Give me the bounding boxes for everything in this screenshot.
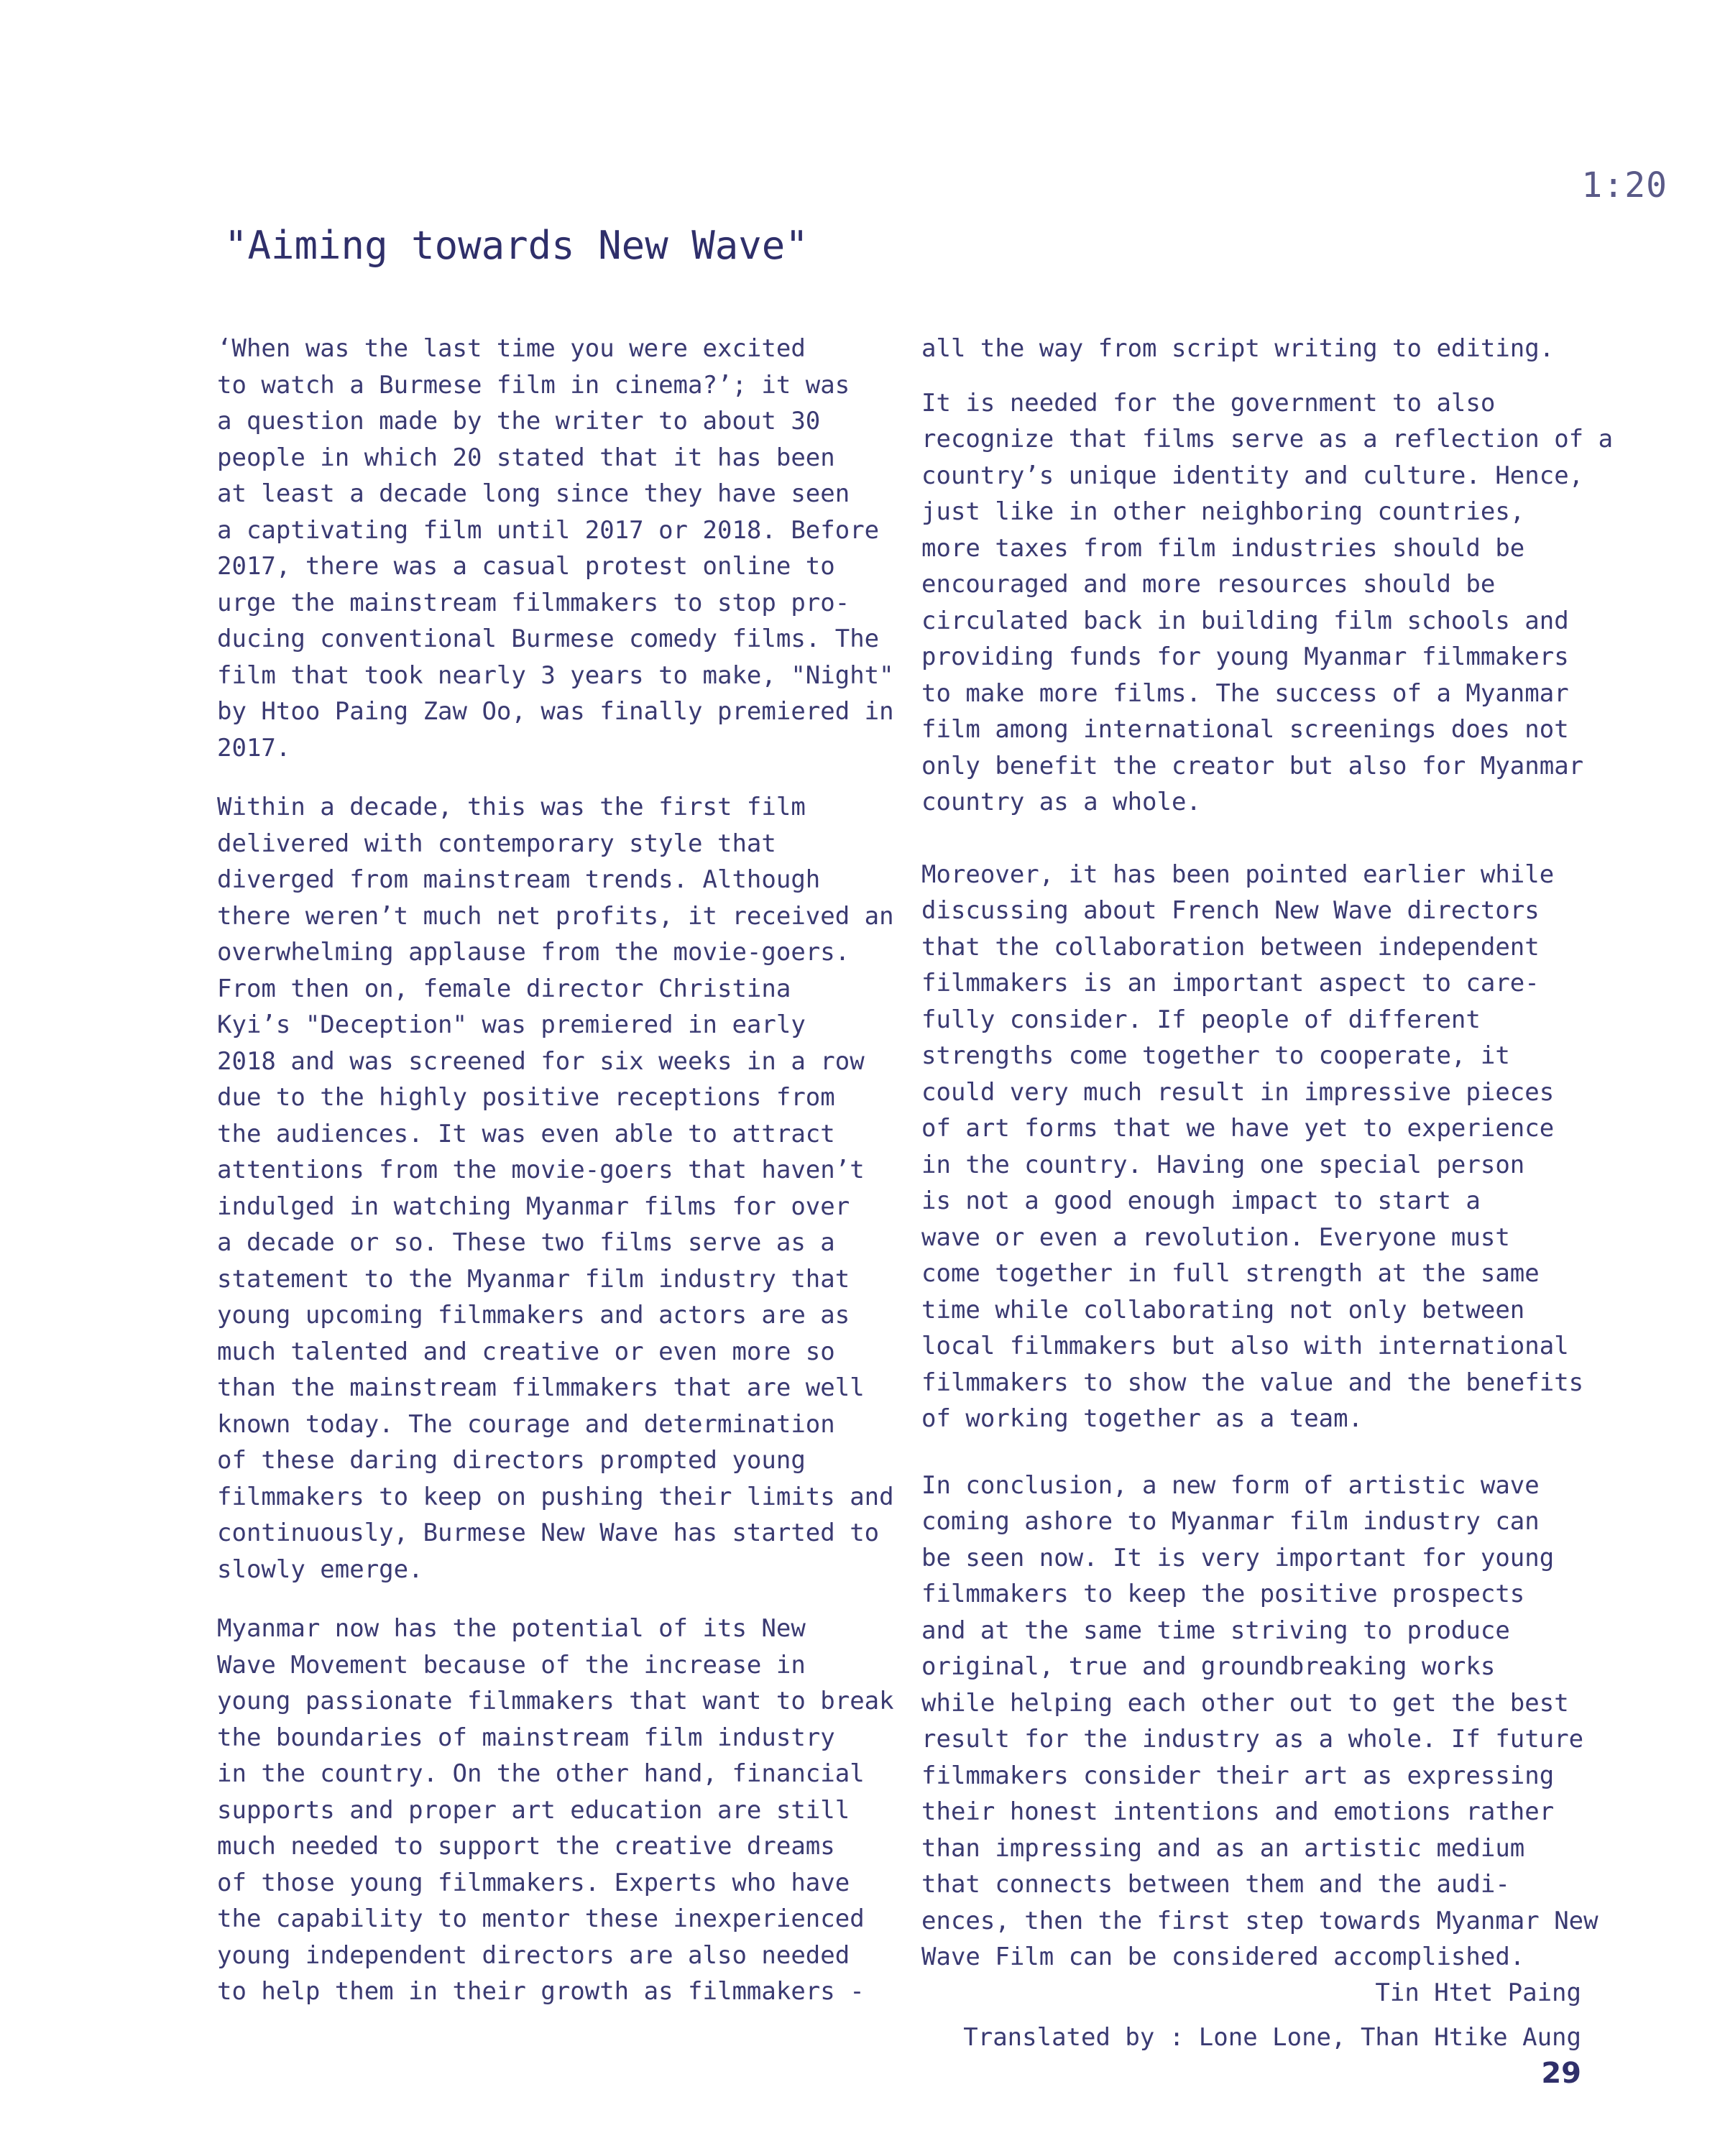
translator-credit: Translated by : Lone Lone, Than Htike Aung <box>963 2023 1581 2052</box>
paragraph: all the way from script writing to editing. <box>921 334 1555 363</box>
author-name: Tin Htet Paing <box>1375 1978 1581 2007</box>
right-column <box>921 331 1614 1976</box>
paragraph: In conclusion, a new form of artistic wave coming ashore to Myanmar film industry can be seen now. It is very important for young filmmakers to keep the positive prospects and at the same time striving to produce original, true and groundbreaking works while helping each other out to get the best result for the industry as a whole. If future filmmakers consider their art as expressing their honest intentions and emotions rather than impressing and as an artistic medium that connects between them and the audi- ences, then the first step towards Myanmar New Wave Film can be considered accomplished. <box>921 1470 1598 1971</box>
paragraph: Myanmar now has the potential of its New Wave Movement because of the increase in young passionate filmmakers that want to break the boundaries of mainstream film industry in the country. On the other hand, financial supports and proper art education are still much needed to support the creative dreams of those young filmmakers. Experts who have the capability to mentor these inexperienced young independent directors are also needed to help them in their growth as filmmakers - <box>217 1614 894 2006</box>
paragraph: Within a decade, this was the first film delivered with contemporary style that diverged from mainstream trends. Although there weren’t much net profits, it received an overwhelming applause from the movie-goers. From then on, female director Christina Kyi’s "Deception" was premiered in early 2018 and was screened for six weeks in a row due to the highly positive receptions from the audiences. It was even able to attract attentions from the movie-goers that haven’t indulged in watching Myanmar films for over a decade or so. These two films serve as a statement to the Myanmar film industry that young upcoming filmmakers and actors are as much talented and creative or even more so than the mainstream filmmakers that are well known today. The courage and determination of these daring directors prompted young filmmakers to keep on pushing their limits and continuously, Burmese New Wave has started to slowly emerge. <box>217 793 894 1584</box>
section-marker: 1:20 <box>1581 165 1668 206</box>
page-number: 29 <box>1541 2057 1581 2090</box>
paragraph: It is needed for the government to also recognize that films serve as a reflection of a country’s unique identity and culture. Hence, just like in other neighboring countries, more taxes from film industries should be encouraged and more resources should be circulated back in building film schools and providing funds for young Myanmar filmmakers to make more films. The success of a Myanmar film among international screenings does not only benefit the creator but also for Myanmar country as a whole. <box>921 388 1614 816</box>
paragraph: Moreover, it has been pointed earlier while discussing about French New Wave directors that the collaboration between independent filmmakers is an important aspect to care- fully consider. If people of different strengths come together to cooperate, it could very much result in impressive pieces of art forms that we have yet to experience in the country. Having one special person is not a good enough impact to start a wave or even a revolution. Everyone must come together in full strength at the same time while collaborating not only between local filmmakers but also with international filmmakers to show the value and the benefits of working together as a team. <box>921 860 1584 1433</box>
paragraph: ‘When was the last time you were excited to watch a Burmese film in cinema?’; it was a question made by the writer to about 30 people in which 20 stated that it has been at least a decade long since they have seen a captivating film until 2017 or 2018. Before 2017, there was a casual protest online to urge the mainstream filmmakers to stop pro- ducing conventional Burmese comedy films. The film that took nearly 3 years to make, "Night" by Htoo Paing Zaw Oo, was finally premiered in 2017. <box>217 334 894 763</box>
article-title: "Aiming towards New Wave" <box>224 223 809 268</box>
left-column <box>217 331 894 2010</box>
